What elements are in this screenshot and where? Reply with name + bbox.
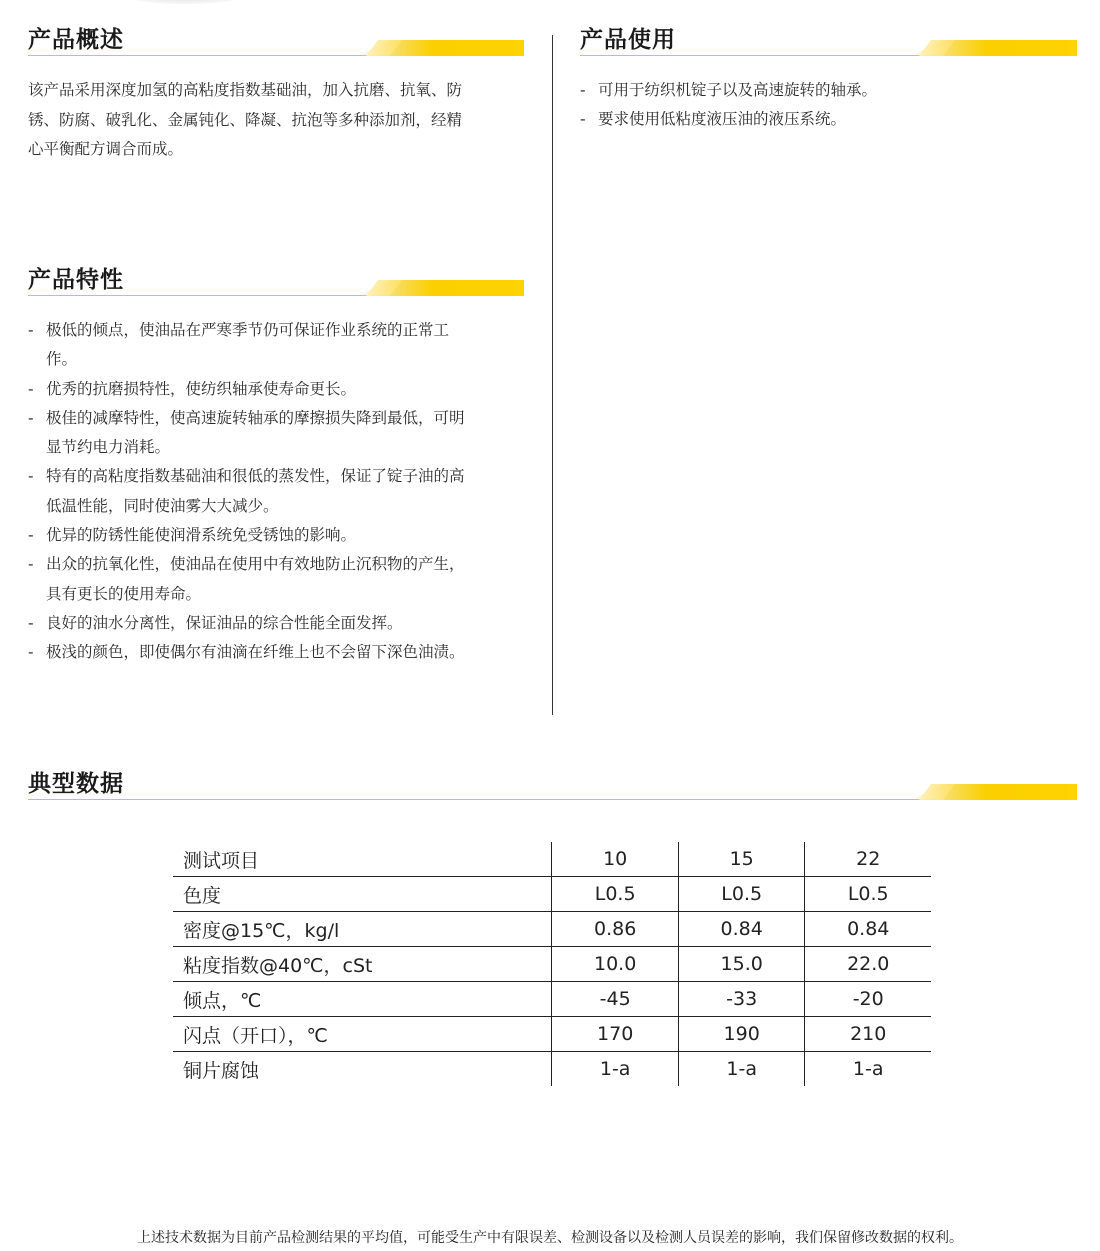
feature-line: 显节约电力消耗。 bbox=[46, 438, 171, 457]
bullet-dash: - bbox=[580, 81, 586, 99]
table-cell: 1-a bbox=[805, 1052, 931, 1087]
list-item bbox=[28, 316, 528, 375]
list-item bbox=[28, 638, 528, 667]
table-cell: L0.5 bbox=[678, 877, 805, 912]
feature-line: 极佳的减摩特性，使高速旋转轴承的摩擦损失降到最低，可明 bbox=[46, 408, 465, 427]
usage-title: 产品使用 bbox=[580, 27, 676, 53]
list-item bbox=[28, 462, 528, 521]
overview-line: 该产品采用深度加氢的高粘度指数基础油，加入抗磨、抗氧、防 bbox=[28, 81, 463, 99]
usage-item-text: 可用于纺织机锭子以及高速旋转的轴承。 bbox=[598, 81, 878, 99]
table-cell: 190 bbox=[678, 1017, 805, 1052]
features-header bbox=[28, 266, 524, 296]
feature-line: 优秀的抗磨损特性，使纺织轴承使寿命更长。 bbox=[46, 379, 357, 398]
usage-list bbox=[580, 76, 1077, 135]
table-cell: L0.5 bbox=[805, 877, 931, 912]
table-cell: 15.0 bbox=[678, 947, 805, 982]
list-item bbox=[28, 404, 528, 463]
table-cell: 210 bbox=[805, 1017, 931, 1052]
row-label: 闪点（开口），℃ bbox=[173, 1017, 552, 1052]
usage-header bbox=[580, 26, 1077, 56]
list-item bbox=[28, 550, 528, 609]
feature-line: 低温性能，同时使油雾大大减少。 bbox=[46, 496, 279, 515]
bullet-dash: - bbox=[28, 555, 34, 574]
list-item bbox=[580, 76, 1077, 105]
table-row bbox=[173, 877, 931, 912]
disclaimer-footer: 上述技术数据为目前产品检测结果的平均值，可能受生产中有限误差、检测设备以及检测人员误差的影响，我们保留修改数据的权利。 bbox=[137, 1230, 963, 1246]
feature-line: 出众的抗氧化性，使油品在使用中有效地防止沉积物的产生， bbox=[46, 555, 465, 574]
feature-line: 作。 bbox=[46, 350, 78, 369]
bullet-dash: - bbox=[28, 321, 34, 339]
row-label: 铜片腐蚀 bbox=[183, 1059, 260, 1082]
row-label: 倾点，℃ bbox=[173, 982, 552, 1017]
bullet-dash: - bbox=[28, 408, 34, 427]
table-cell: 0.86 bbox=[552, 912, 679, 947]
table-row bbox=[173, 982, 931, 1017]
overview-text bbox=[28, 76, 528, 165]
typical-data-table bbox=[173, 842, 931, 1086]
table-row bbox=[173, 947, 931, 982]
table-header-row bbox=[173, 842, 931, 877]
table-cell: 0.84 bbox=[805, 912, 931, 947]
list-item bbox=[580, 105, 1077, 134]
features-list bbox=[28, 316, 528, 668]
row-label: 色度 bbox=[173, 877, 552, 912]
row-label: 密度@15℃，kg/l bbox=[173, 912, 552, 947]
table-cell: 10.0 bbox=[552, 947, 679, 982]
overview-title: 产品概述 bbox=[28, 27, 124, 53]
feature-line: 极浅的颜色，即使偶尔有油滴在纤维上也不会留下深色油渍。 bbox=[46, 643, 465, 662]
table-cell: -45 bbox=[552, 982, 679, 1017]
typical-title: 典型数据 bbox=[28, 771, 124, 797]
list-item bbox=[28, 609, 528, 638]
table-row bbox=[173, 912, 931, 947]
row-label: 粘度指数@40℃，cSt bbox=[173, 947, 552, 982]
column-header: 测试项目 bbox=[173, 842, 552, 877]
bullet-dash: - bbox=[28, 379, 34, 398]
table-row bbox=[173, 1017, 931, 1052]
typical-header bbox=[28, 770, 1077, 800]
table-cell: 1-a bbox=[552, 1052, 679, 1087]
column-header: 10 bbox=[552, 842, 679, 877]
bullet-dash: - bbox=[28, 467, 34, 486]
bullet-dash: - bbox=[28, 526, 34, 545]
column-header: 15 bbox=[678, 842, 805, 877]
feature-line: 具有更长的使用寿命。 bbox=[46, 584, 202, 603]
bullet-dash: - bbox=[28, 643, 34, 662]
column-divider bbox=[552, 35, 553, 715]
feature-line: 良好的油水分离性，保证油品的综合性能全面发挥。 bbox=[46, 613, 403, 632]
table-row bbox=[173, 1052, 931, 1087]
feature-line: 极低的倾点，使油品在严寒季节仍可保证作业系统的正常工 bbox=[46, 321, 450, 339]
overview-line: 心平衡配方调合而成。 bbox=[28, 140, 184, 158]
list-item bbox=[28, 521, 528, 550]
feature-line: 特有的高粘度指数基础油和很低的蒸发性，保证了锭子油的高 bbox=[46, 467, 465, 486]
table-cell: -20 bbox=[805, 982, 931, 1017]
overview-header bbox=[28, 26, 524, 56]
overview-line: 锈、防腐、破乳化、金属钝化、降凝、抗泡等多种添加剂，经精 bbox=[28, 110, 463, 129]
features-title: 产品特性 bbox=[28, 267, 124, 293]
list-item bbox=[28, 375, 528, 404]
feature-line: 优异的防锈性能使润滑系统免受锈蚀的影响。 bbox=[46, 526, 357, 545]
decorative-arc bbox=[125, 0, 245, 4]
table-cell: L0.5 bbox=[552, 877, 679, 912]
usage-item-text: 要求使用低粘度液压油的液压系统。 bbox=[598, 110, 847, 129]
table-cell: -33 bbox=[678, 982, 805, 1017]
bullet-dash: - bbox=[580, 110, 586, 129]
table-cell: 22.0 bbox=[805, 947, 931, 982]
table-cell: 0.84 bbox=[678, 912, 805, 947]
table-cell: 1-a bbox=[678, 1052, 805, 1087]
bullet-dash: - bbox=[28, 613, 34, 632]
column-header: 22 bbox=[805, 842, 931, 877]
table-cell: 170 bbox=[552, 1017, 679, 1052]
